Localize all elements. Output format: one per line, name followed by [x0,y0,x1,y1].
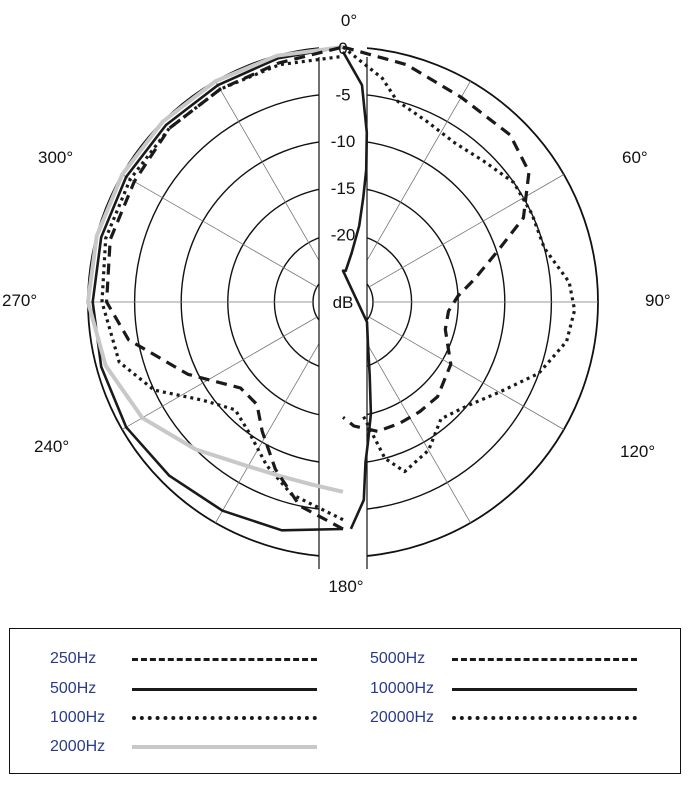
grid-spoke [369,175,564,288]
angle-label: 270° [2,291,38,310]
grid-spoke [358,81,471,276]
legend-item-250Hz [50,647,317,671]
legend-label: 1000Hz [50,709,106,726]
legend-item-1000Hz [50,706,317,730]
legend-item-10000Hz [370,677,637,701]
legend-swatch [132,688,317,691]
series-1000Hz-line [102,56,343,519]
legend-label: 500Hz [50,680,97,697]
angle-label: 300° [38,148,74,167]
grid-spoke [369,317,564,430]
legend-label: 5000Hz [370,650,426,667]
angle-label: 60° [622,148,648,167]
radial-tick-label: -15 [330,178,356,198]
legend-item-5000Hz [370,647,637,671]
grid-spoke [216,328,329,523]
radial-tick-label: -10 [330,132,356,152]
legend-label: 2000Hz [50,738,106,755]
legend-item-2000Hz [50,735,317,759]
grid-spoke [216,81,329,276]
legend-swatch [132,716,317,720]
angle-label: 120° [620,442,656,461]
angle-label: 0° [340,11,358,30]
grid-spoke [122,317,317,430]
legend-label: 20000Hz [370,709,435,726]
grid-spoke [122,175,317,288]
legend-swatch [132,658,317,661]
legend-label: 10000Hz [370,680,435,697]
legend-item-500Hz [50,677,317,701]
radial-unit-label: dB [332,293,354,312]
radial-tick-label: -5 [335,85,351,105]
legend-swatch [132,745,317,749]
angle-label: 180° [328,577,364,596]
legend-swatch [452,716,637,720]
angle-label: 240° [34,437,70,456]
legend-swatch [452,658,637,661]
legend-label: 250Hz [50,650,97,667]
legend [9,628,681,774]
grid-spoke [358,328,471,523]
series-20000Hz-line [343,47,575,472]
radial-tick-label: -20 [330,225,356,245]
legend-item-20000Hz [370,706,637,730]
angle-label: 90° [645,291,671,310]
legend-swatch [452,688,637,691]
radial-tick-label: 0 [338,39,348,58]
